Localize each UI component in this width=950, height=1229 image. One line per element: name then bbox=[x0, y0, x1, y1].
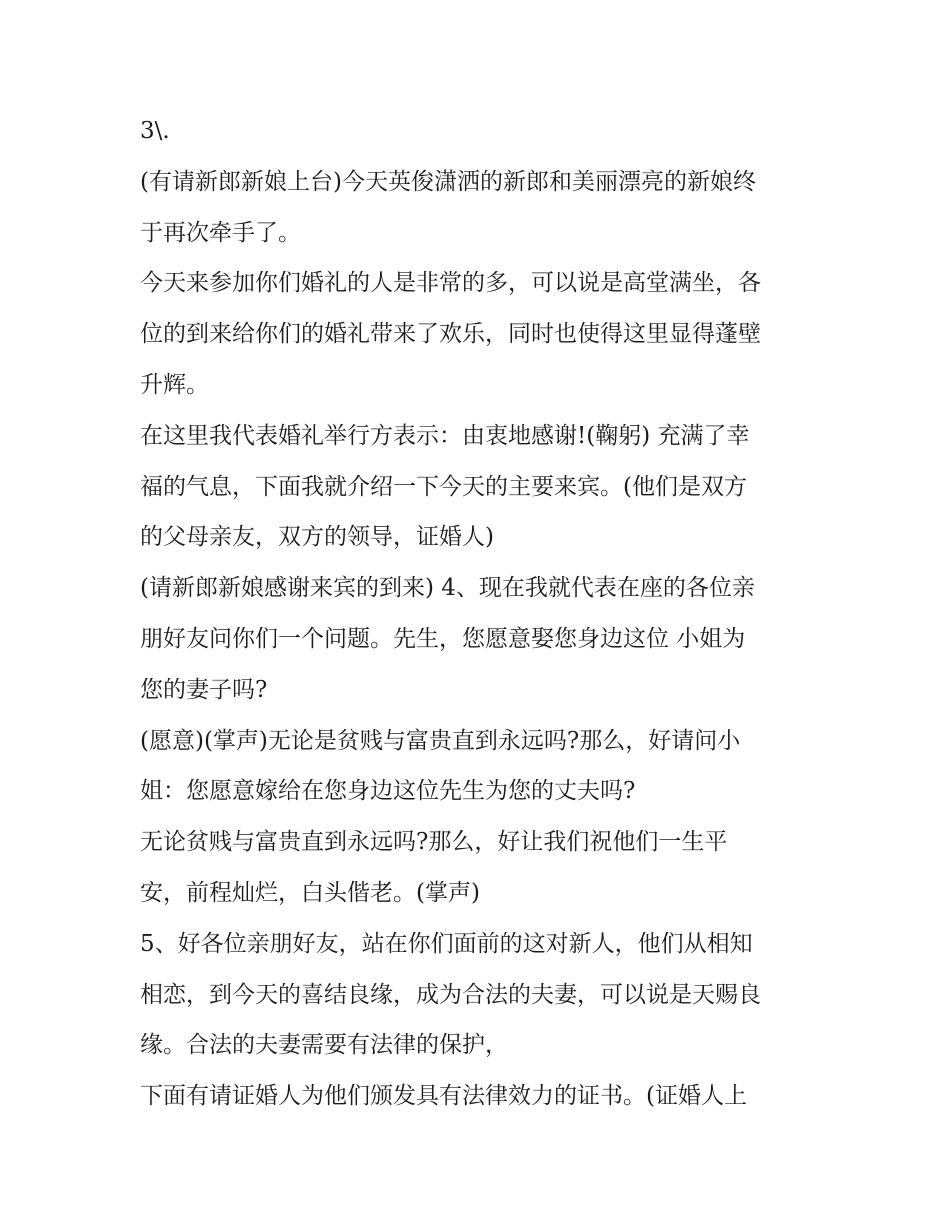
text-line: 3\. bbox=[140, 118, 170, 144]
text-line: 升辉。 bbox=[140, 371, 209, 398]
text-line: 相恋，到今天的喜结良缘，成为合法的夫妻，可以说是天赐良 bbox=[140, 981, 761, 1008]
text-line: (有请新郎新娘上台)今天英俊潇洒的新郎和美丽漂亮的新娘终 bbox=[140, 168, 756, 195]
text-line: 无论贫贱与富贵直到永远吗?那么，好让我们祝他们一生平 bbox=[140, 829, 728, 856]
text-line: (请新郎新娘感谢来宾的到来) 4、现在我就代表在座的各位亲 bbox=[140, 575, 755, 602]
text-line: 5、好各位亲朋好友，站在你们面前的这对新人，他们从相知 bbox=[140, 930, 753, 957]
text-line: 朋好友问你们一个问题。先生，您愿意娶您身边这位 小姐为 bbox=[140, 625, 746, 652]
text-line: 缘。合法的夫妻需要有法律的保护， bbox=[140, 1032, 508, 1059]
text-line: 在这里我代表婚礼举行方表示：由衷地感谢!(鞠躬) 充满了幸 bbox=[140, 422, 750, 449]
text-line: 于再次牵手了。 bbox=[140, 219, 301, 246]
text-line: 姐：您愿意嫁给在您身边这位先生为您的丈夫吗? bbox=[140, 778, 636, 805]
text-line: 今天来参加你们婚礼的人是非常的多，可以说是高堂满坐，各 bbox=[140, 270, 761, 297]
text-line: 安，前程灿烂，白头偕老。(掌声) bbox=[140, 879, 480, 906]
text-line: 的父母亲友，双方的领导，证婚人) bbox=[140, 524, 494, 551]
text-line: 您的妻子吗? bbox=[140, 676, 268, 703]
text-line: 福的气息，下面我就介绍一下今天的主要来宾。(他们是双方 bbox=[140, 473, 747, 500]
document-body bbox=[140, 106, 820, 1122]
text-line: 位的到来给你们的婚礼带来了欢乐，同时也使得这里显得蓬壁 bbox=[140, 321, 761, 348]
text-line: 下面有请证婚人为他们颁发具有法律效力的证书。(证婚人上 bbox=[140, 1083, 747, 1110]
text-line: (愿意)(掌声)无论是贫贱与富贵直到永远吗?那么，好请问小 bbox=[140, 727, 741, 754]
